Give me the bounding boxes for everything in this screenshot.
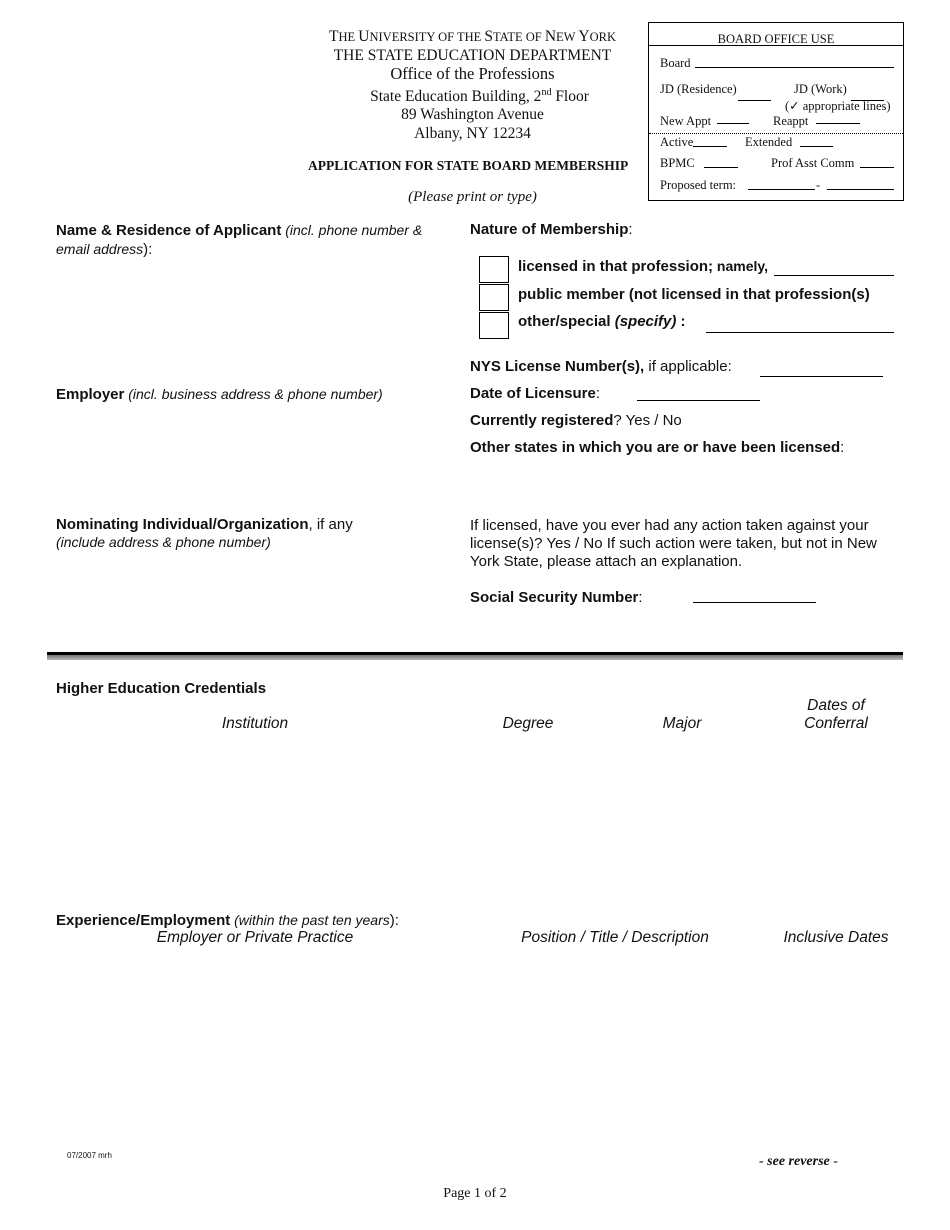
jd-work-label: JD (Work) [794,82,847,96]
col-institution: Institution [221,715,289,732]
date-of-licensure-label: Date of Licensure: [470,385,601,402]
col-position-title-description: Position / Title / Description [521,929,709,946]
see-reverse-note: - see reverse - [759,1154,838,1169]
header-line-department: THE STATE EDUCATION DEPARTMENT [333,46,612,64]
section-divider [47,652,903,660]
nominating-field[interactable] [56,555,446,645]
ssn-label: Social Security Number: [470,589,643,606]
proposed-term-dash: - [816,178,821,192]
nominating-label: Nominating Individual/Organization, if any [56,516,353,533]
education-entries-area[interactable] [56,740,896,900]
jd-residence-label: JD (Residence) [660,82,737,96]
page-number: Page 1 of 2 [443,1186,507,1201]
other-special-checkbox[interactable] [479,312,509,339]
prof-asst-label: Prof Asst Comm [771,156,855,170]
check-note: (✓ appropriate lines) [785,99,891,113]
date-of-licensure-field[interactable] [637,386,760,401]
board-office-title-rule [649,45,903,46]
active-label: Active [660,135,694,149]
form-title: APPLICATION FOR STATE BOARD MEMBERSHIP [308,158,629,173]
nominating-note: (include address & phone number) [56,534,271,550]
currently-registered-label: Currently registered? Yes / No [470,412,682,429]
experience-heading: Experience/Employment (within the past ten years): [56,912,399,929]
bpmc-label: BPMC [660,156,695,170]
name-residence-field[interactable] [56,260,446,370]
education-heading: Higher Education Credentials [56,680,267,697]
header-line-street: 89 Washington Avenue [401,106,544,124]
col-major: Major [662,715,702,732]
agency-header [300,28,645,143]
col-dates-of-conferral: Dates of Conferral [804,697,868,732]
experience-entries-area[interactable] [56,955,896,1135]
header-line-building: State Education Building, 2nd Floor [370,86,589,105]
licensed-checkbox[interactable] [479,256,509,283]
reappt-field[interactable] [816,123,860,124]
license-number-label: NYS License Number(s), if applicable: [470,358,732,375]
reappt-label: Reappt [773,114,809,128]
col-degree: Degree [502,715,554,732]
board-field[interactable] [695,67,894,68]
licensed-option-label: licensed in that profession; namely, [518,258,769,275]
bpmc-field[interactable] [704,167,738,168]
col-inclusive-dates: Inclusive Dates [783,929,889,946]
extended-field[interactable] [800,146,833,147]
new-appt-field[interactable] [717,123,749,124]
print-instruction: (Please print or type) [408,189,537,205]
form-code: 07/2007 mrh [67,1151,112,1160]
prof-asst-field[interactable] [860,167,894,168]
other-special-field[interactable] [706,318,894,333]
header-line-office: Office of the Professions [390,64,555,83]
proposed-term-end-field[interactable] [827,189,894,190]
other-states-field[interactable] [470,460,890,505]
board-label: Board [660,56,691,70]
public-member-checkbox[interactable] [479,284,509,311]
jd-residence-field[interactable] [738,100,771,101]
col-employer-private-practice: Employer or Private Practice [156,929,354,946]
board-office-use-box [648,22,904,201]
proposed-term-label: Proposed term: [660,178,737,192]
header-line-city: Albany, NY 12234 [414,124,531,142]
disciplinary-action-question: If licensed, have you ever had any action taken against your license(s)? Yes / No If such action were taken, but not in New York State, please attach an explanation. [470,517,877,570]
proposed-term-start-field[interactable] [748,189,815,190]
nature-of-membership-label: Nature of Membership: [470,221,633,238]
board-office-title: BOARD OFFICE USE [717,32,835,46]
employer-label: Employer (incl. business address & phone number) [56,386,383,403]
new-appt-label: New Appt [660,114,712,128]
licensed-profession-field[interactable] [774,261,894,276]
other-special-option-label: other/special (specify) : [518,313,686,330]
employer-field[interactable] [56,405,446,505]
other-states-label: Other states in which you are or have been licensed: [470,439,845,456]
active-field[interactable] [693,146,727,147]
board-office-divider [649,133,903,134]
license-number-field[interactable] [760,362,883,377]
extended-label: Extended [745,135,793,149]
header-line-university: THE UNIVERSITY OF THE STATE OF NEW YORK [329,28,616,45]
name-residence-label: Name & Residence of Applicant (incl. phone number & email address): [56,222,423,258]
public-member-option-label: public member (not licensed in that profession(s) [518,286,870,303]
ssn-field[interactable] [693,588,816,603]
